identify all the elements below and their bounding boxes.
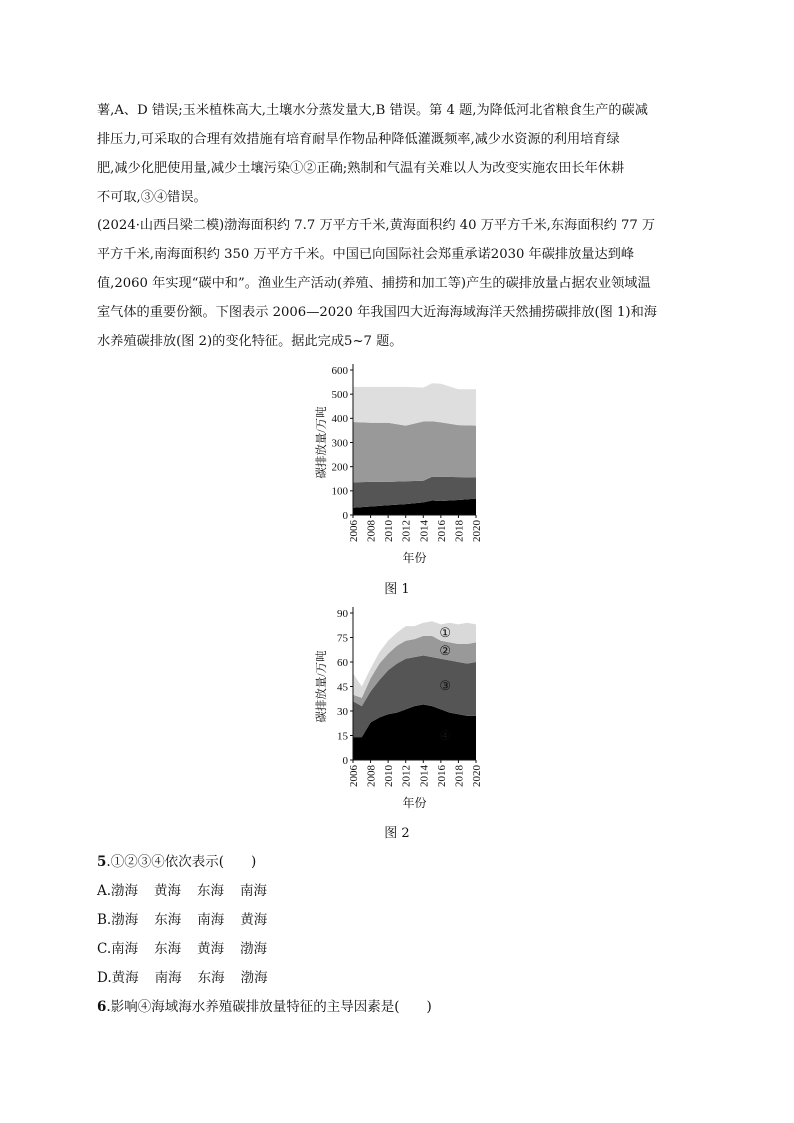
series-label-4: ① — [439, 625, 452, 641]
text-line: 肥,减少化肥使用量,减少土壤污染①②正确;熟制和气温有关难以人为改变实施农田长年休耕 — [97, 161, 625, 176]
option-letter: D. — [97, 970, 112, 986]
figure-2-label: 图 2 — [384, 826, 410, 841]
x-tick-label: 2018 — [453, 765, 466, 787]
text-line: 不可取,③④错误。 — [97, 190, 207, 205]
option-c[interactable] — [97, 937, 267, 957]
option-item: 东海 — [154, 941, 182, 957]
text-line: 值,2060 年实现“碳中和”。渔业生产活动(养殖、捕捞和加工等)产生的碳排放量占据农业领域温 — [97, 276, 651, 291]
x-tick-label: 2016 — [435, 765, 448, 787]
x-axis-title: 年份 — [402, 796, 427, 810]
x-tick-label: 2014 — [418, 765, 431, 787]
option-letter: C. — [97, 941, 112, 957]
material-text — [97, 211, 709, 356]
option-item: 黄海 — [240, 912, 268, 928]
option-item: 黄海 — [154, 883, 182, 899]
option-item: 南海 — [154, 970, 182, 986]
x-tick-label: 2012 — [400, 520, 413, 542]
option-item: 东海 — [197, 883, 225, 899]
option-item: 渤海 — [111, 883, 139, 899]
x-tick-label: 2008 — [365, 520, 378, 542]
option-item: 南海 — [111, 941, 139, 957]
x-tick-label: 2006 — [348, 765, 360, 787]
area-series-4 — [353, 383, 476, 425]
y-axis-title: 碳排放量/万吨 — [316, 650, 328, 723]
y-tick-label: 75 — [337, 632, 348, 645]
y-tick-label: 90 — [337, 607, 348, 620]
y-tick-label: 30 — [337, 705, 348, 718]
option-item: 黄海 — [111, 970, 139, 986]
y-tick-label: 60 — [337, 656, 348, 669]
y-tick-label: 500 — [331, 388, 348, 401]
series-label-3: ② — [439, 643, 452, 659]
area-series-3 — [353, 421, 476, 482]
option-item: 东海 — [197, 970, 225, 986]
x-tick-label: 2010 — [383, 765, 396, 787]
option-item: 渤海 — [111, 912, 139, 928]
y-tick-label: 300 — [331, 437, 348, 450]
x-tick-label: 2016 — [435, 520, 448, 542]
option-item: 南海 — [240, 883, 268, 899]
option-item: 东海 — [154, 912, 182, 928]
figure-1-chart — [300, 360, 500, 565]
y-tick-label: 45 — [337, 681, 348, 694]
option-item: 南海 — [197, 912, 225, 928]
option-letter: A. — [97, 883, 112, 899]
question-number: 6 — [97, 999, 107, 1015]
y-tick-label: 400 — [331, 413, 348, 426]
text-line: 平方千米,南海面积约 350 万平方千米。中国已向国际社会郑重承诺2030 年碳排放量达到峰 — [97, 247, 635, 262]
option-d[interactable] — [97, 966, 268, 986]
question-6 — [97, 995, 432, 1015]
solution-text — [97, 96, 709, 212]
series-label-1: ④ — [439, 728, 452, 743]
x-tick-label: 2012 — [400, 765, 413, 787]
option-item: 黄海 — [197, 941, 225, 957]
option-a[interactable] — [97, 879, 267, 899]
x-tick-label: 2008 — [365, 765, 378, 787]
figure-2-chart — [300, 605, 500, 815]
question-number: 5 — [97, 854, 107, 870]
text-line: 室气体的重要份额。下图表示 2006—2020 年我国四大近海海域海洋天然捕捞碳排放(图 1)和海 — [97, 305, 657, 320]
x-tick-label: 2020 — [471, 765, 483, 787]
y-tick-label: 0 — [342, 509, 348, 522]
text-line: 薯,A、D 错误;玉米植株高大,土壤水分蒸发量大,B 错误。第 4 题,为降低河北省粮食生产的碳减 — [97, 103, 648, 118]
option-letter: B. — [97, 912, 112, 928]
x-tick-label: 2020 — [471, 520, 483, 542]
text-line: 水养殖碳排放(图 2)的变化特征。据此完成5~7 题。 — [97, 334, 403, 349]
y-tick-label: 600 — [331, 364, 348, 377]
question-stem: .影响④海域海水养殖碳排放量特征的主导因素是( ) — [106, 999, 432, 1015]
text-line: 排压力,可采取的合理有效措施有培育耐旱作物品种降低灌溉频率,减少水资源的利用培育绿 — [97, 132, 620, 147]
option-item: 渤海 — [240, 941, 268, 957]
figure-1-label: 图 1 — [384, 582, 410, 597]
x-tick-label: 2018 — [453, 520, 466, 542]
y-tick-label: 100 — [331, 485, 348, 498]
series-label-2: ③ — [439, 677, 452, 693]
x-tick-label: 2006 — [348, 520, 360, 542]
question-stem: .①②③④依次表示( ) — [106, 854, 257, 870]
x-tick-label: 2014 — [418, 520, 431, 542]
y-tick-label: 0 — [342, 754, 348, 767]
option-item: 渤海 — [240, 970, 268, 986]
question-5 — [97, 850, 256, 870]
y-axis-title: 碳排放量/万吨 — [316, 406, 328, 479]
option-b[interactable] — [97, 908, 267, 928]
x-axis-title: 年份 — [402, 551, 427, 565]
x-tick-label: 2010 — [383, 520, 396, 542]
y-tick-label: 200 — [331, 461, 348, 474]
y-tick-label: 15 — [337, 730, 348, 743]
text-line: (2024·山西吕梁二模)渤海面积约 7.7 万平方千米,黄海面积约 40 万平方千米,东海面积约 77 万 — [97, 218, 656, 233]
